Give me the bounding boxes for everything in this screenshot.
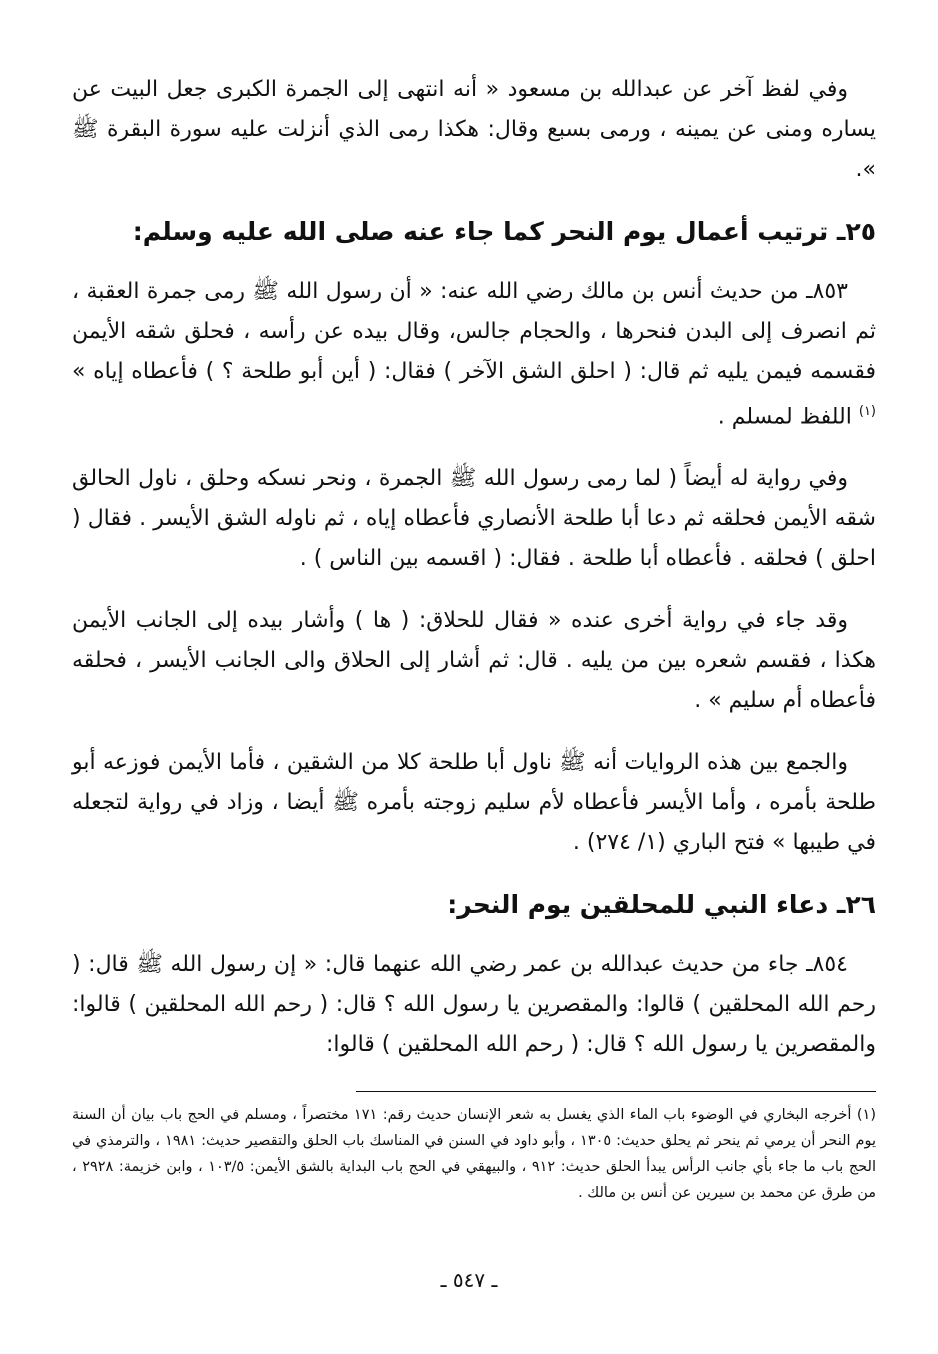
paragraph-another-narration: وقد جاء في رواية أخرى عنده « فقال للحلاق: ( ها ) وأشار بيده إلى الجانب الأيمن هكذا ، فقسم شعره بين من يليه . قال: ثم أشار إلى الحلاق والى الجانب الأيسر ، فحلقه فأعطاه أم سليم » . — [72, 608, 876, 714]
section-heading-25: ٢٥ـ ترتيب أعمال يوم النحر كما جاء عنه صلى الله عليه وسلم: — [132, 217, 876, 246]
footnote-marker[interactable]: (١) — [858, 404, 876, 419]
hadith-853-tail: اللفظ لمسلم . — [717, 404, 859, 430]
footnote-divider — [356, 1091, 876, 1092]
hadith-853-text: ٨٥٣ـ من حديث أنس بن مالك رضي الله عنه: « أن رسول الله ﷺ رمى جمرة العقبة ، ثم انصرف إلى البدن فنحرها ، والحجام جالس، وقال بيده عن رأسه ، فحلق شقه الأيمن فقسمه فيمن يليه ثم قال: ( احلق الشق الآخر ) فقال: ( أين أبو طلحة ؟ ) فأعطاه إياه » — [72, 279, 876, 384]
page-number: ـ ٥٤٧ ـ — [440, 1268, 498, 1292]
paragraph-hadith-854: ٨٥٤ـ جاء من حديث عبدالله بن عمر رضي الله عنهما قال: « إن رسول الله ﷺ قال: ( رحم الله المحلقين ) قالوا: والمقصرين يا رسول الله ؟ قال: ( رحم الله المحلقين ) قالوا: والمقصرين يا رسول الله ؟ قال: ( رحم الله المحلقين ) قالوا: — [72, 952, 876, 1058]
paragraph-hadith-853 — [72, 272, 876, 437]
paragraph-ibn-masud: وفي لفظ آخر عن عبدالله بن مسعود « أنه انتهى إلى الجمرة الكبرى جعل البيت عن يساره ومنى عن يمينه ، ورمى بسبع وقال: هكذا رمى الذي أنزلت عليه سورة البقرة ﷺ ». — [72, 77, 876, 182]
section-heading-26: ٢٦ـ دعاء النبي للمحلقين يوم النحر: — [447, 890, 876, 920]
paragraph-muslim-narration: وفي رواية له أيضاً ( لما رمى رسول الله ﷺ الجمرة ، ونحر نسكه وحلق ، ناول الحالق شقه الأيمن فحلقه ثم دعا أبا طلحة الأنصاري فأعطاه إياه ، ثم ناوله الشق الأيسر . فقال ( احلق ) فحلقه . فأعطاه أبا طلحة . فقال: ( اقسمه بين الناس ) . — [72, 466, 876, 572]
footnote-1: (١) أخرجه البخاري في الوضوء باب الماء الذي يغسل به شعر الإنسان حديث رقم: ١٧١ مختصراً ، ومسلم في الحج باب بيان أن السنة يوم النحر أن يرمي ثم ينحر ثم يحلق حديث: ١٣٠٥ ، وأبو داود في السنن في المناسك باب الحلق والتقصير حديث: ١٩٨١ ، والترمذي في الحج باب ما جاء بأي جانب الرأس يبدأ الحلق حديث: ٩١٢ ، والبيهقي في الحج باب البداية بالشق الأيمن: ١٠٣/٥ ، وابن خزيمة: ٢٩٢٨ ، من طرق عن محمد بن سيرين عن أنس بن مالك . — [72, 1107, 876, 1202]
paragraph-reconciliation: والجمع بين هذه الروايات أنه ﷺ ناول أبا طلحة كلا من الشقين ، فأما الأيمن فوزعه أبو طلحة بأمره ، وأما الأيسر فأعطاه لأم سليم زوجته بأمره ﷺ أيضا ، وزاد في رواية لتجعله في طيبها » فتح الباري (١/ ٢٧٤) . — [72, 750, 876, 856]
